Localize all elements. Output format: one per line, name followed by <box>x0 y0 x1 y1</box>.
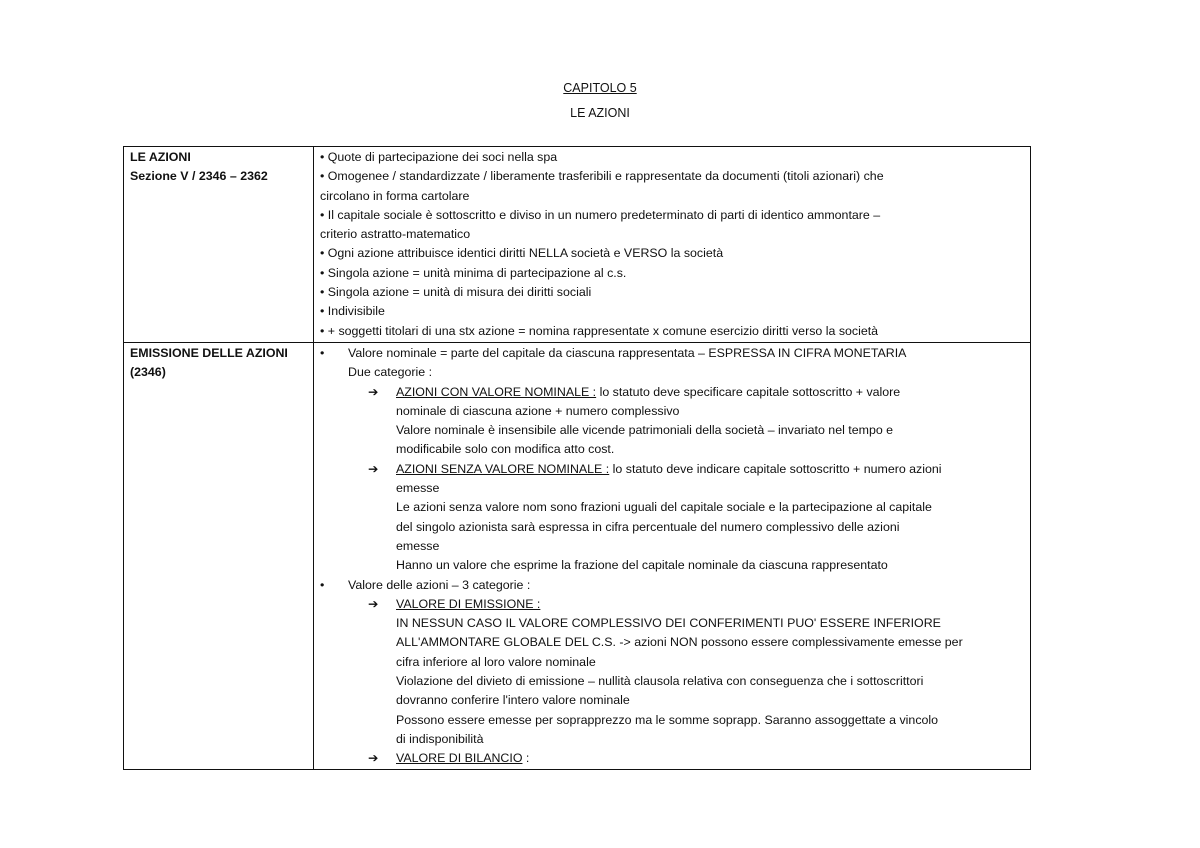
arrow-right-icon: ➔ <box>368 596 379 611</box>
table-row <box>124 147 1031 343</box>
row-subheading: (2346) <box>130 365 166 380</box>
list-item: • Ogni azione attribuisce identici diritti NELLA società e VERSO la società <box>320 246 724 261</box>
list-item-text: lo statuto deve specificare capitale sottoscritto + valore <box>596 384 901 399</box>
list-item: IN NESSUN CASO IL VALORE COMPLESSIVO DEI CONFERIMENTI PUO' ESSERE INFERIORE <box>396 616 941 631</box>
arrow-right-icon: ➔ <box>368 384 379 399</box>
list-item: nominale di ciascuna azione + numero complessivo <box>396 403 680 418</box>
bullet-icon: • <box>320 577 325 592</box>
list-item <box>320 595 1024 614</box>
list-item: del singolo azionista sarà espressa in cifra percentuale del numero complessivo delle azioni <box>396 519 900 534</box>
row-heading-cell <box>124 342 314 769</box>
arrow-right-icon: ➔ <box>368 461 379 476</box>
list-item-text: Valore nominale = parte del capitale da ciascuna rappresentata – ESPRESSA IN CIFRA MONETARIA <box>348 345 907 360</box>
row-heading-cell <box>124 147 314 343</box>
list-item <box>320 344 1024 363</box>
row-content-cell <box>314 342 1031 769</box>
list-item: cifra inferiore al loro valore nominale <box>396 654 596 669</box>
list-item-text: lo statuto deve indicare capitale sottoscritto + numero azioni <box>609 461 942 476</box>
list-item: dovranno conferire l'intero valore nominale <box>396 693 630 708</box>
list-item: Possono essere emesse per soprapprezzo ma le somme soprapp. Saranno assoggettate a vincolo <box>396 712 939 727</box>
list-item <box>320 460 1024 479</box>
list-item: emesse <box>396 538 440 553</box>
list-item: • Singola azione = unità di misura dei diritti sociali <box>320 285 592 300</box>
bullet-icon: • <box>320 345 325 360</box>
list-item: criterio astratto-matematico <box>320 227 471 242</box>
chapter-subtitle: LE AZIONI <box>570 106 630 120</box>
list-item: Valore nominale è insensibile alle vicende patrimoniali della società – invariato nel tempo e <box>396 423 894 438</box>
list-item <box>320 383 1024 402</box>
row-subheading: Sezione V / 2346 – 2362 <box>130 169 268 184</box>
list-item: emesse <box>396 481 440 496</box>
list-item: di indisponibilità <box>396 731 484 746</box>
list-item-text: : <box>522 751 530 766</box>
list-item-text: Valore delle azioni – 3 categorie : <box>348 577 531 592</box>
list-item: Violazione del divieto di emissione – nullità clausola relativa con conseguenza che i sottoscrittori <box>396 674 924 689</box>
list-item <box>320 749 1024 768</box>
row-heading: LE AZIONI <box>130 150 191 164</box>
content-table <box>123 146 1031 770</box>
category-label: AZIONI SENZA VALORE NOMINALE : <box>396 461 610 476</box>
row-heading: EMISSIONE DELLE AZIONI <box>130 345 288 360</box>
table-row <box>124 342 1031 769</box>
arrow-right-icon: ➔ <box>368 751 379 766</box>
row-content-cell <box>314 147 1031 343</box>
category-label: VALORE DI BILANCIO <box>396 751 523 766</box>
list-item: • + soggetti titolari di una stx azione = nomina rappresentate x comune esercizio diritti verso la società <box>320 323 879 338</box>
category-label: VALORE DI EMISSIONE : <box>396 596 541 611</box>
list-item: modificabile solo con modifica atto cost. <box>396 442 615 457</box>
list-item: • Quote di partecipazione dei soci nella spa <box>320 150 558 164</box>
list-item: Hanno un valore che esprime la frazione del capitale nominale da ciascuna rappresentato <box>396 558 888 573</box>
list-item: • Il capitale sociale è sottoscritto e diviso in un numero predeterminato di parti di identico ammontare – <box>320 207 881 222</box>
category-label: AZIONI CON VALORE NOMINALE : <box>396 384 597 399</box>
list-item: ALL'AMMONTARE GLOBALE DEL C.S. -> azioni NON possono essere complessivamente emesse per <box>396 635 963 650</box>
list-item: Due categorie : <box>348 365 433 380</box>
list-item: • Singola azione = unità minima di partecipazione al c.s. <box>320 265 627 280</box>
list-item: circolano in forma cartolare <box>320 188 470 203</box>
list-item: • Omogenee / standardizzate / liberamente trasferibili e rappresentate da documenti (titoli azionari) che <box>320 169 884 184</box>
list-item: • Indivisibile <box>320 304 385 319</box>
list-item: Le azioni senza valore nom sono frazioni uguali del capitale sociale e la partecipazione al capitale <box>396 500 932 515</box>
list-item <box>320 576 1024 595</box>
chapter-title: CAPITOLO 5 <box>563 81 637 95</box>
